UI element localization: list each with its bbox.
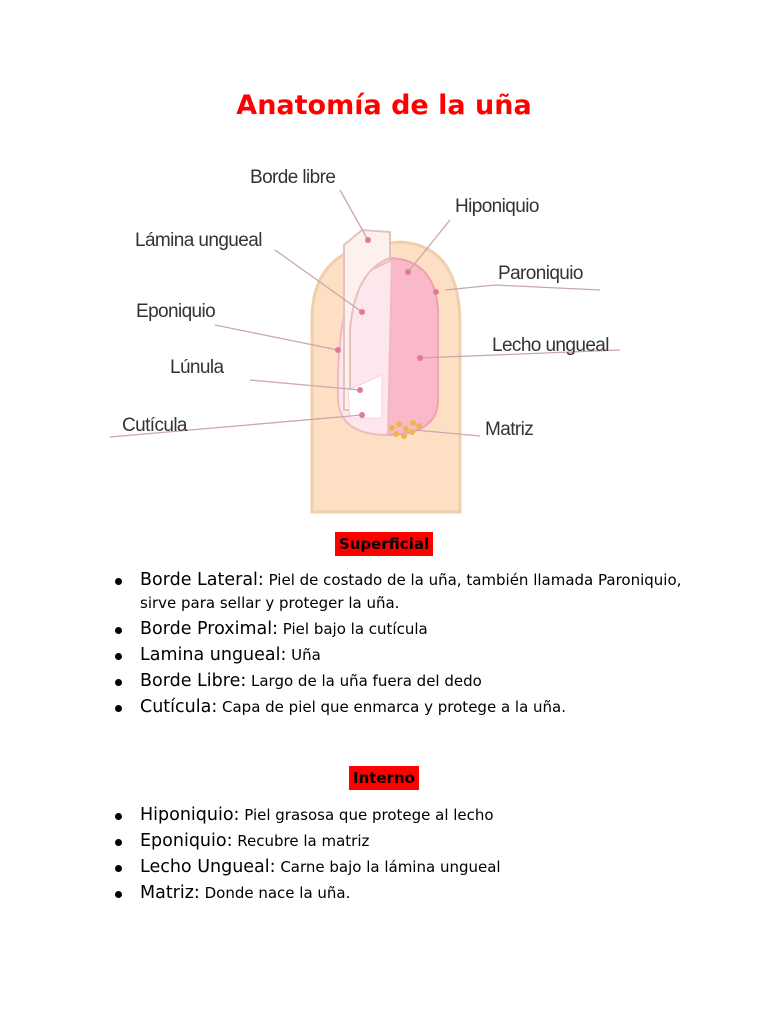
list-item xyxy=(115,618,715,641)
list-item xyxy=(115,882,715,905)
item-definition: Recubre la matriz xyxy=(232,832,370,850)
bullet-icon xyxy=(115,578,122,585)
list-item xyxy=(115,696,715,719)
list-item xyxy=(115,569,715,615)
bullet-icon xyxy=(115,653,122,660)
bullet-icon xyxy=(115,839,122,846)
item-term: Borde Libre: xyxy=(140,671,247,691)
item-definition: Piel bajo la cutícula xyxy=(278,620,428,638)
item-definition: Largo de la uña fuera del dedo xyxy=(246,672,482,690)
item-definition: Capa de piel que enmarca y protege a la uña. xyxy=(217,698,566,716)
item-definition: Piel grasosa que protege al lecho xyxy=(239,806,494,824)
list-item xyxy=(115,644,715,667)
interno-list xyxy=(115,804,715,908)
item-term: Lecho Ungueal: xyxy=(140,857,276,877)
label-lecho-ungueal: Lecho ungueal xyxy=(492,335,609,356)
bullet-icon xyxy=(115,705,122,712)
label-cuticula: Cutícula xyxy=(122,415,187,436)
bullet-icon xyxy=(115,813,122,820)
item-definition: Donde nace la uña. xyxy=(199,884,351,902)
item-term: Eponiquio: xyxy=(140,831,233,851)
item-definition: Carne bajo la lámina ungueal xyxy=(275,858,501,876)
bullet-icon xyxy=(115,679,122,686)
item-term: Matriz: xyxy=(140,883,200,903)
label-hiponiquio: Hiponiquio xyxy=(455,196,539,217)
label-lunula: Lúnula xyxy=(170,357,224,378)
section-interno-header xyxy=(0,766,768,790)
bullet-icon xyxy=(115,627,122,634)
item-definition: Uña xyxy=(286,646,321,664)
nail-anatomy-diagram xyxy=(100,150,640,520)
item-definition: Piel de costado de la uña, también llamada Paroniquio, sirve para sellar y proteger la uña. xyxy=(140,571,682,612)
item-term: Hiponiquio: xyxy=(140,805,240,825)
item-term: Borde Proximal: xyxy=(140,619,279,639)
bullet-icon xyxy=(115,891,122,898)
section-heading: Superficial xyxy=(335,532,433,556)
nail-bed-shape xyxy=(385,258,438,435)
superficial-list xyxy=(115,569,715,722)
label-matriz: Matriz xyxy=(485,419,534,440)
label-borde-libre: Borde libre xyxy=(250,167,336,188)
list-item xyxy=(115,830,715,853)
page-title: Anatomía de la uña xyxy=(236,90,532,121)
label-lamina-ungueal: Lámina ungueal xyxy=(135,230,262,251)
list-item xyxy=(115,856,715,879)
item-term: Borde Lateral: xyxy=(140,570,264,590)
item-term: Lamina ungueal: xyxy=(140,645,287,665)
list-item xyxy=(115,670,715,693)
label-eponiquio: Eponiquio xyxy=(136,301,216,322)
section-superficial-header xyxy=(0,532,768,556)
item-term: Cutícula: xyxy=(140,697,218,717)
section-heading: Interno xyxy=(349,766,419,790)
label-paroniquio: Paroniquio xyxy=(498,263,583,284)
bullet-icon xyxy=(115,865,122,872)
list-item xyxy=(115,804,715,827)
